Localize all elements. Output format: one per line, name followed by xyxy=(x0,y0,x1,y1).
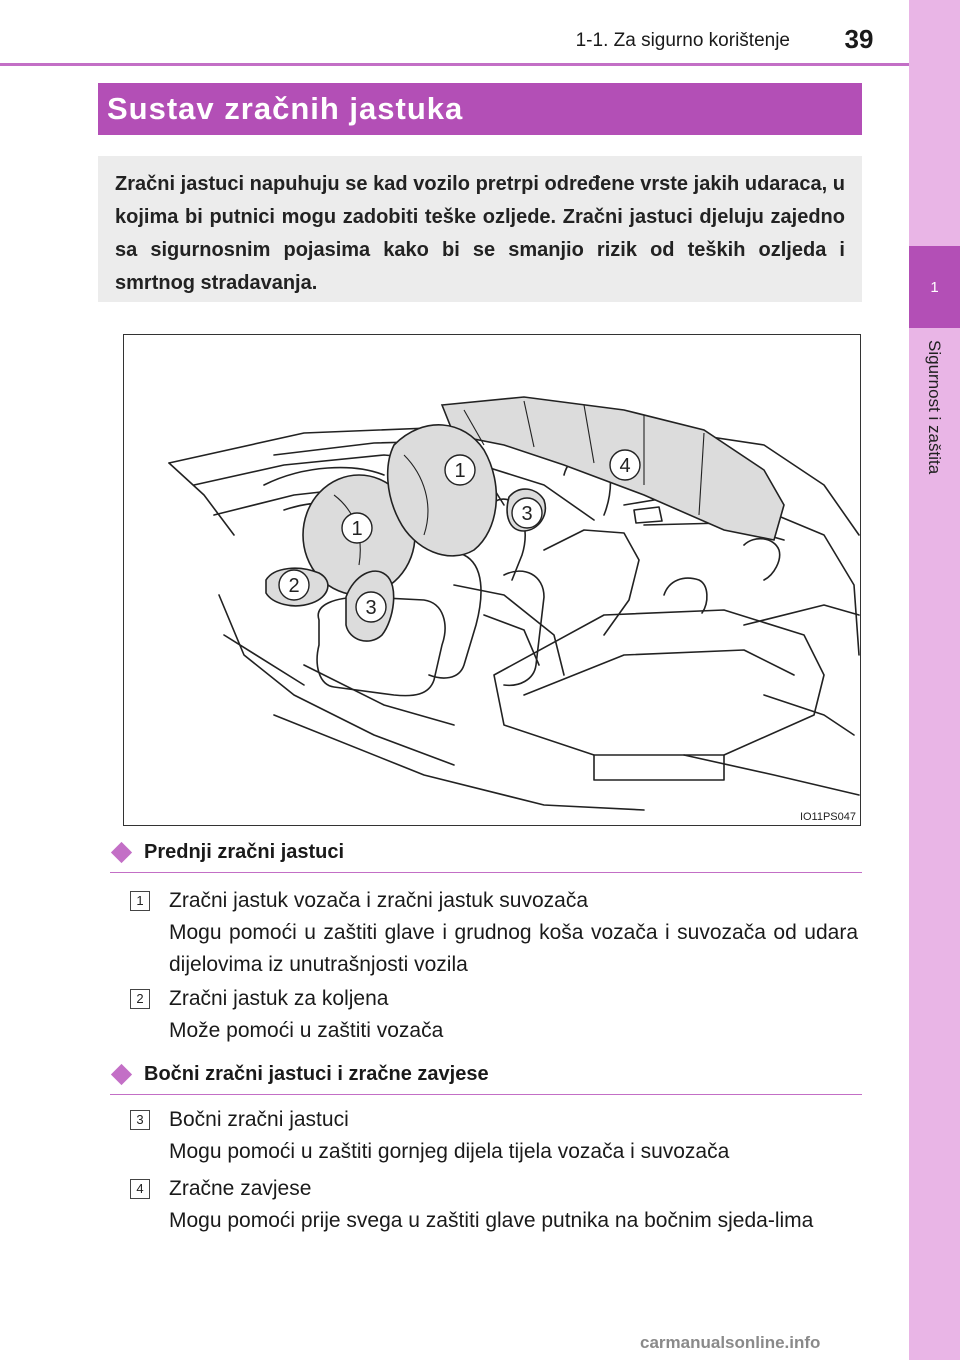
item-number-badge: 2 xyxy=(130,989,150,1009)
item-number-badge: 3 xyxy=(130,1110,150,1130)
svg-text:1: 1 xyxy=(351,518,363,540)
subheading-label: Prednji zračni jastuci xyxy=(144,841,345,863)
svg-text:3: 3 xyxy=(521,503,533,525)
intro-text: Zračni jastuci napuhuju se kad vozilo pretrpi određene vrste jakih udaraca, u kojima bi putnici mogu zadobiti teške ozljede. Zračni jastuci djeluju zajedno sa sigurnosnim pojasima kako bi se smanjio rizik od teških ozljeda i smrtnog stradavanja. xyxy=(115,173,845,294)
airbag-illustration xyxy=(123,334,861,826)
item-description: Mogu pomoći u zaštiti gornjeg dijela tijela vozača i suvozača xyxy=(169,1140,730,1163)
item-title: Bočni zračni jastuci xyxy=(169,1108,349,1131)
page-number: 39 xyxy=(844,24,874,54)
callout-1-driver xyxy=(342,513,372,543)
item-title: Zračne zavjese xyxy=(169,1177,312,1200)
subheading-side-airbags xyxy=(110,1060,862,1095)
callout-2-knee xyxy=(279,570,309,600)
page-title: Sustav zračnih jastuka xyxy=(107,91,464,126)
item-description: Može pomoći u zaštiti vozača xyxy=(169,1019,444,1042)
list-item xyxy=(130,1173,858,1237)
list-item xyxy=(130,983,858,1047)
diamond-bullet-icon xyxy=(111,1064,132,1085)
car-interior-drawing xyxy=(124,335,860,825)
intro-box xyxy=(98,156,862,302)
chapter-number: 1 xyxy=(909,246,960,328)
svg-text:2: 2 xyxy=(288,575,300,597)
svg-text:4: 4 xyxy=(619,455,631,477)
callout-4-curtain xyxy=(610,450,640,480)
figure-code: IO11PS047 xyxy=(799,811,856,823)
diamond-bullet-icon xyxy=(111,842,132,863)
item-description: Mogu pomoći prije svega u zaštiti glave putnika na bočnim sjeda-lima xyxy=(169,1209,814,1232)
subheading-label: Bočni zračni jastuci i zračne zavjese xyxy=(144,1063,489,1085)
page-title-bar xyxy=(98,83,862,135)
callout-3-left xyxy=(356,592,386,622)
running-header: 1-1. Za sigurno korištenje xyxy=(575,30,790,51)
svg-text:3: 3 xyxy=(365,597,377,619)
watermark: carmanualsonline.info xyxy=(640,1333,821,1352)
chapter-title: Sigurnost i zaštita xyxy=(925,340,944,475)
item-title: Zračni jastuk za koljena xyxy=(169,987,389,1010)
item-number-badge: 4 xyxy=(130,1179,150,1199)
list-item xyxy=(130,885,858,981)
item-description: Mogu pomoći u zaštiti glave i grudnog koša vozača i suvozača od udara dijelovima iz unutrašnjosti vozila xyxy=(169,921,858,976)
header-divider xyxy=(0,63,909,66)
subheading-front-airbags xyxy=(110,838,862,873)
chapter-side-tab xyxy=(909,0,960,1360)
item-title: Zračni jastuk vozača i zračni jastuk suvozača xyxy=(169,889,589,912)
svg-text:1: 1 xyxy=(454,460,466,482)
callout-1-passenger xyxy=(445,455,475,485)
callout-3-right xyxy=(512,498,542,528)
item-number-badge: 1 xyxy=(130,891,150,911)
list-item xyxy=(130,1104,858,1168)
